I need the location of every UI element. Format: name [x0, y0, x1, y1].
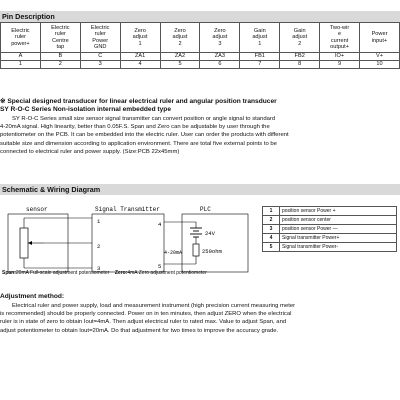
pin-header-line: adjust	[132, 34, 148, 41]
pin-header-line: tap	[56, 43, 65, 50]
schematic-title: Schematic & Wiring Diagram	[0, 184, 400, 195]
wiring-description: Signal transmitter Power-	[280, 243, 397, 252]
pin-code-cell: V+	[360, 53, 400, 61]
pin-number-cell: 7	[240, 61, 280, 69]
wiring-table	[262, 206, 397, 252]
wiring-diagram	[0, 196, 262, 278]
pin-number-cell: 4	[120, 61, 160, 69]
pin-header-line: adjust	[252, 34, 268, 41]
pin-code-cell: A	[1, 53, 41, 61]
pin-header-line: ruler	[94, 31, 106, 38]
pin-number-cell: 5	[160, 61, 200, 69]
pin-header-line: 2	[298, 40, 302, 47]
pin-number-cell: 3	[80, 61, 120, 69]
pin-label: 2	[97, 243, 101, 250]
pin-header-line: Electric	[51, 25, 70, 32]
pin-header-line: 1	[138, 40, 142, 47]
pin-code-cell: FB2	[280, 53, 320, 61]
wiring-number: 3	[263, 225, 280, 234]
pin-header-line: Power	[371, 31, 388, 38]
adjustment-line: ruler is in state of zero to obtain Iout=4mA. Then adjust electrical ruler to rated max. Value to adjust Span, and	[0, 319, 287, 326]
pin-table-code-row	[1, 53, 400, 61]
pin-header-line: e	[338, 31, 342, 38]
supply-label: 24V	[205, 230, 215, 237]
schematic-section	[0, 184, 400, 195]
schematic-caption	[2, 270, 400, 276]
product-description-section	[0, 98, 400, 156]
pin-header-line: GND	[94, 43, 107, 50]
pin-number-cell: 10	[360, 61, 400, 69]
adjustment-line: adjust potentiometer to obtain Iout=20mA. Do that adjustment for two times to improve the accuracy grade.	[0, 327, 279, 334]
pin-header-line: adjust	[172, 34, 188, 41]
pin-header-line: adjust	[292, 34, 308, 41]
wiring-number: 2	[263, 216, 280, 225]
wiring-description: Signal transmitter Power+	[280, 234, 397, 243]
pin-header-cell	[120, 23, 160, 53]
wiring-description: position sensor Power +	[280, 207, 397, 216]
current-label: 4-20mA	[164, 250, 183, 256]
adjustment-paragraph	[0, 302, 400, 335]
wiring-row	[263, 234, 397, 243]
pin-header-line: output+	[330, 43, 349, 50]
pin-header-line: Centre	[51, 37, 69, 44]
pin-header-line: power+	[11, 40, 30, 47]
pin-header-line: Gain	[253, 28, 266, 35]
pin-header-line: 3	[218, 40, 222, 47]
pin-header-line: ruler	[54, 31, 66, 38]
product-line: connected to electrical ruler and power supply. (Size:PCB 22x45mm)	[0, 148, 180, 155]
pin-header-line: Two-wir	[329, 25, 350, 32]
load-resistor	[193, 244, 199, 256]
pin-label: 1	[97, 218, 101, 225]
pin-header-line: 2	[178, 40, 182, 47]
product-paragraph	[0, 115, 400, 156]
potentiometer-resistor	[20, 228, 28, 258]
pin-header-line: Electric	[91, 25, 110, 32]
pin-header-line: Zero	[174, 28, 186, 35]
wiring-number: 4	[263, 234, 280, 243]
pin-code-cell: IO+	[320, 53, 360, 61]
pin-number-cell: 2	[40, 61, 80, 69]
pin-header-line: adjust	[212, 34, 228, 41]
product-line: 4-20mA signal. High linearity, better than 0.05F.S. Span and Zero can be adjustable by user through the	[0, 124, 270, 131]
product-line: suitable size and dimension according to application environment. There are total five external points to be	[0, 140, 277, 147]
pin-label: 5	[158, 263, 162, 270]
resistor-label: 250ohm	[202, 248, 222, 255]
pin-label: 4	[158, 221, 162, 228]
wiring-number: 5	[263, 243, 280, 252]
pin-header-line: ruler	[14, 34, 27, 41]
pin-header-cell	[240, 23, 280, 53]
adjustment-title: Adjustment method:	[0, 293, 65, 300]
adjustment-section	[0, 293, 400, 335]
pin-header-line: Zero	[214, 28, 226, 35]
pin-header-cell	[360, 23, 400, 53]
product-line: potentiometer on the PCB. It can be embedded into the electric ruler. User can order the products with different	[0, 132, 289, 139]
sensor-label: sensor	[26, 206, 48, 213]
plc-label: PLC	[200, 206, 211, 213]
pin-header-line: 1	[258, 40, 262, 47]
pin-code-cell: ZA2	[160, 53, 200, 61]
pin-code-cell: ZA1	[120, 53, 160, 61]
pin-code-cell: C	[80, 53, 120, 61]
wiring-row	[263, 243, 397, 252]
pin-header-line: Zero	[134, 28, 146, 35]
pin-header-line: input+	[371, 37, 388, 44]
pin-number-cell: 1	[1, 61, 41, 69]
pin-description-title: Pin Description	[0, 11, 400, 22]
product-subtitle: SY R-O-C Series Non-isolation internal embedded type	[0, 106, 171, 113]
pin-header-line: Gain	[293, 28, 306, 35]
plc-box	[182, 214, 248, 272]
pin-table	[0, 22, 400, 69]
pin-number-cell: 6	[200, 61, 240, 69]
pin-header-cell	[1, 23, 41, 53]
pin-table-number-row	[1, 61, 400, 69]
pin-header-line: current	[330, 37, 349, 44]
pin-header-cell	[40, 23, 80, 53]
pin-code-cell: ZA3	[200, 53, 240, 61]
wiring-number: 1	[263, 207, 280, 216]
span-caption-text: 20mA Full-scale adjustment potentiometer	[15, 270, 110, 276]
pin-header-line: Power	[92, 37, 109, 44]
product-title: ※ Special designed transducer for linear electrical ruler and angular position transducer	[0, 98, 277, 105]
zero-caption-text: 4mA Zero adjustment potentiometer	[127, 270, 207, 276]
wiper-arrow	[28, 241, 32, 245]
adjustment-line: Electrical ruler and power supply, load and measurement instrument (high precision current measuring meter	[12, 303, 296, 309]
transmitter-box	[92, 214, 164, 272]
wiring-row	[263, 207, 397, 216]
pin-number-cell: 8	[280, 61, 320, 69]
zero-caption-bold: Zero:	[114, 270, 128, 276]
pin-description-section	[0, 11, 400, 69]
wiring-description: position sensor center	[280, 216, 397, 225]
pin-number-cell: 9	[320, 61, 360, 69]
wiring-row	[263, 216, 397, 225]
pin-table-header-row	[1, 23, 400, 53]
wiring-description: position sensor Power —	[280, 225, 397, 234]
pin-label: 3	[97, 265, 101, 272]
pin-code-cell: FB1	[240, 53, 280, 61]
pin-header-line: Electric	[11, 28, 30, 35]
pin-header-cell	[320, 23, 360, 53]
pin-header-cell	[80, 23, 120, 53]
pin-code-cell: B	[40, 53, 80, 61]
transmitter-label: Signal Transmitter	[95, 206, 160, 213]
pin-header-cell	[160, 23, 200, 53]
wiring-row	[263, 225, 397, 234]
adjustment-line: is recommended) should be properly connected. Power on in ten minutes, then adjust ZERO when the electrical	[0, 311, 292, 318]
wiring-legend	[262, 206, 397, 252]
span-caption-bold: Span:	[2, 270, 16, 276]
pin-header-cell	[280, 23, 320, 53]
product-line: SY R-O-C Series small size sensor signal transmitter can convert position or angle signal to standard	[12, 116, 276, 122]
pin-header-cell	[200, 23, 240, 53]
